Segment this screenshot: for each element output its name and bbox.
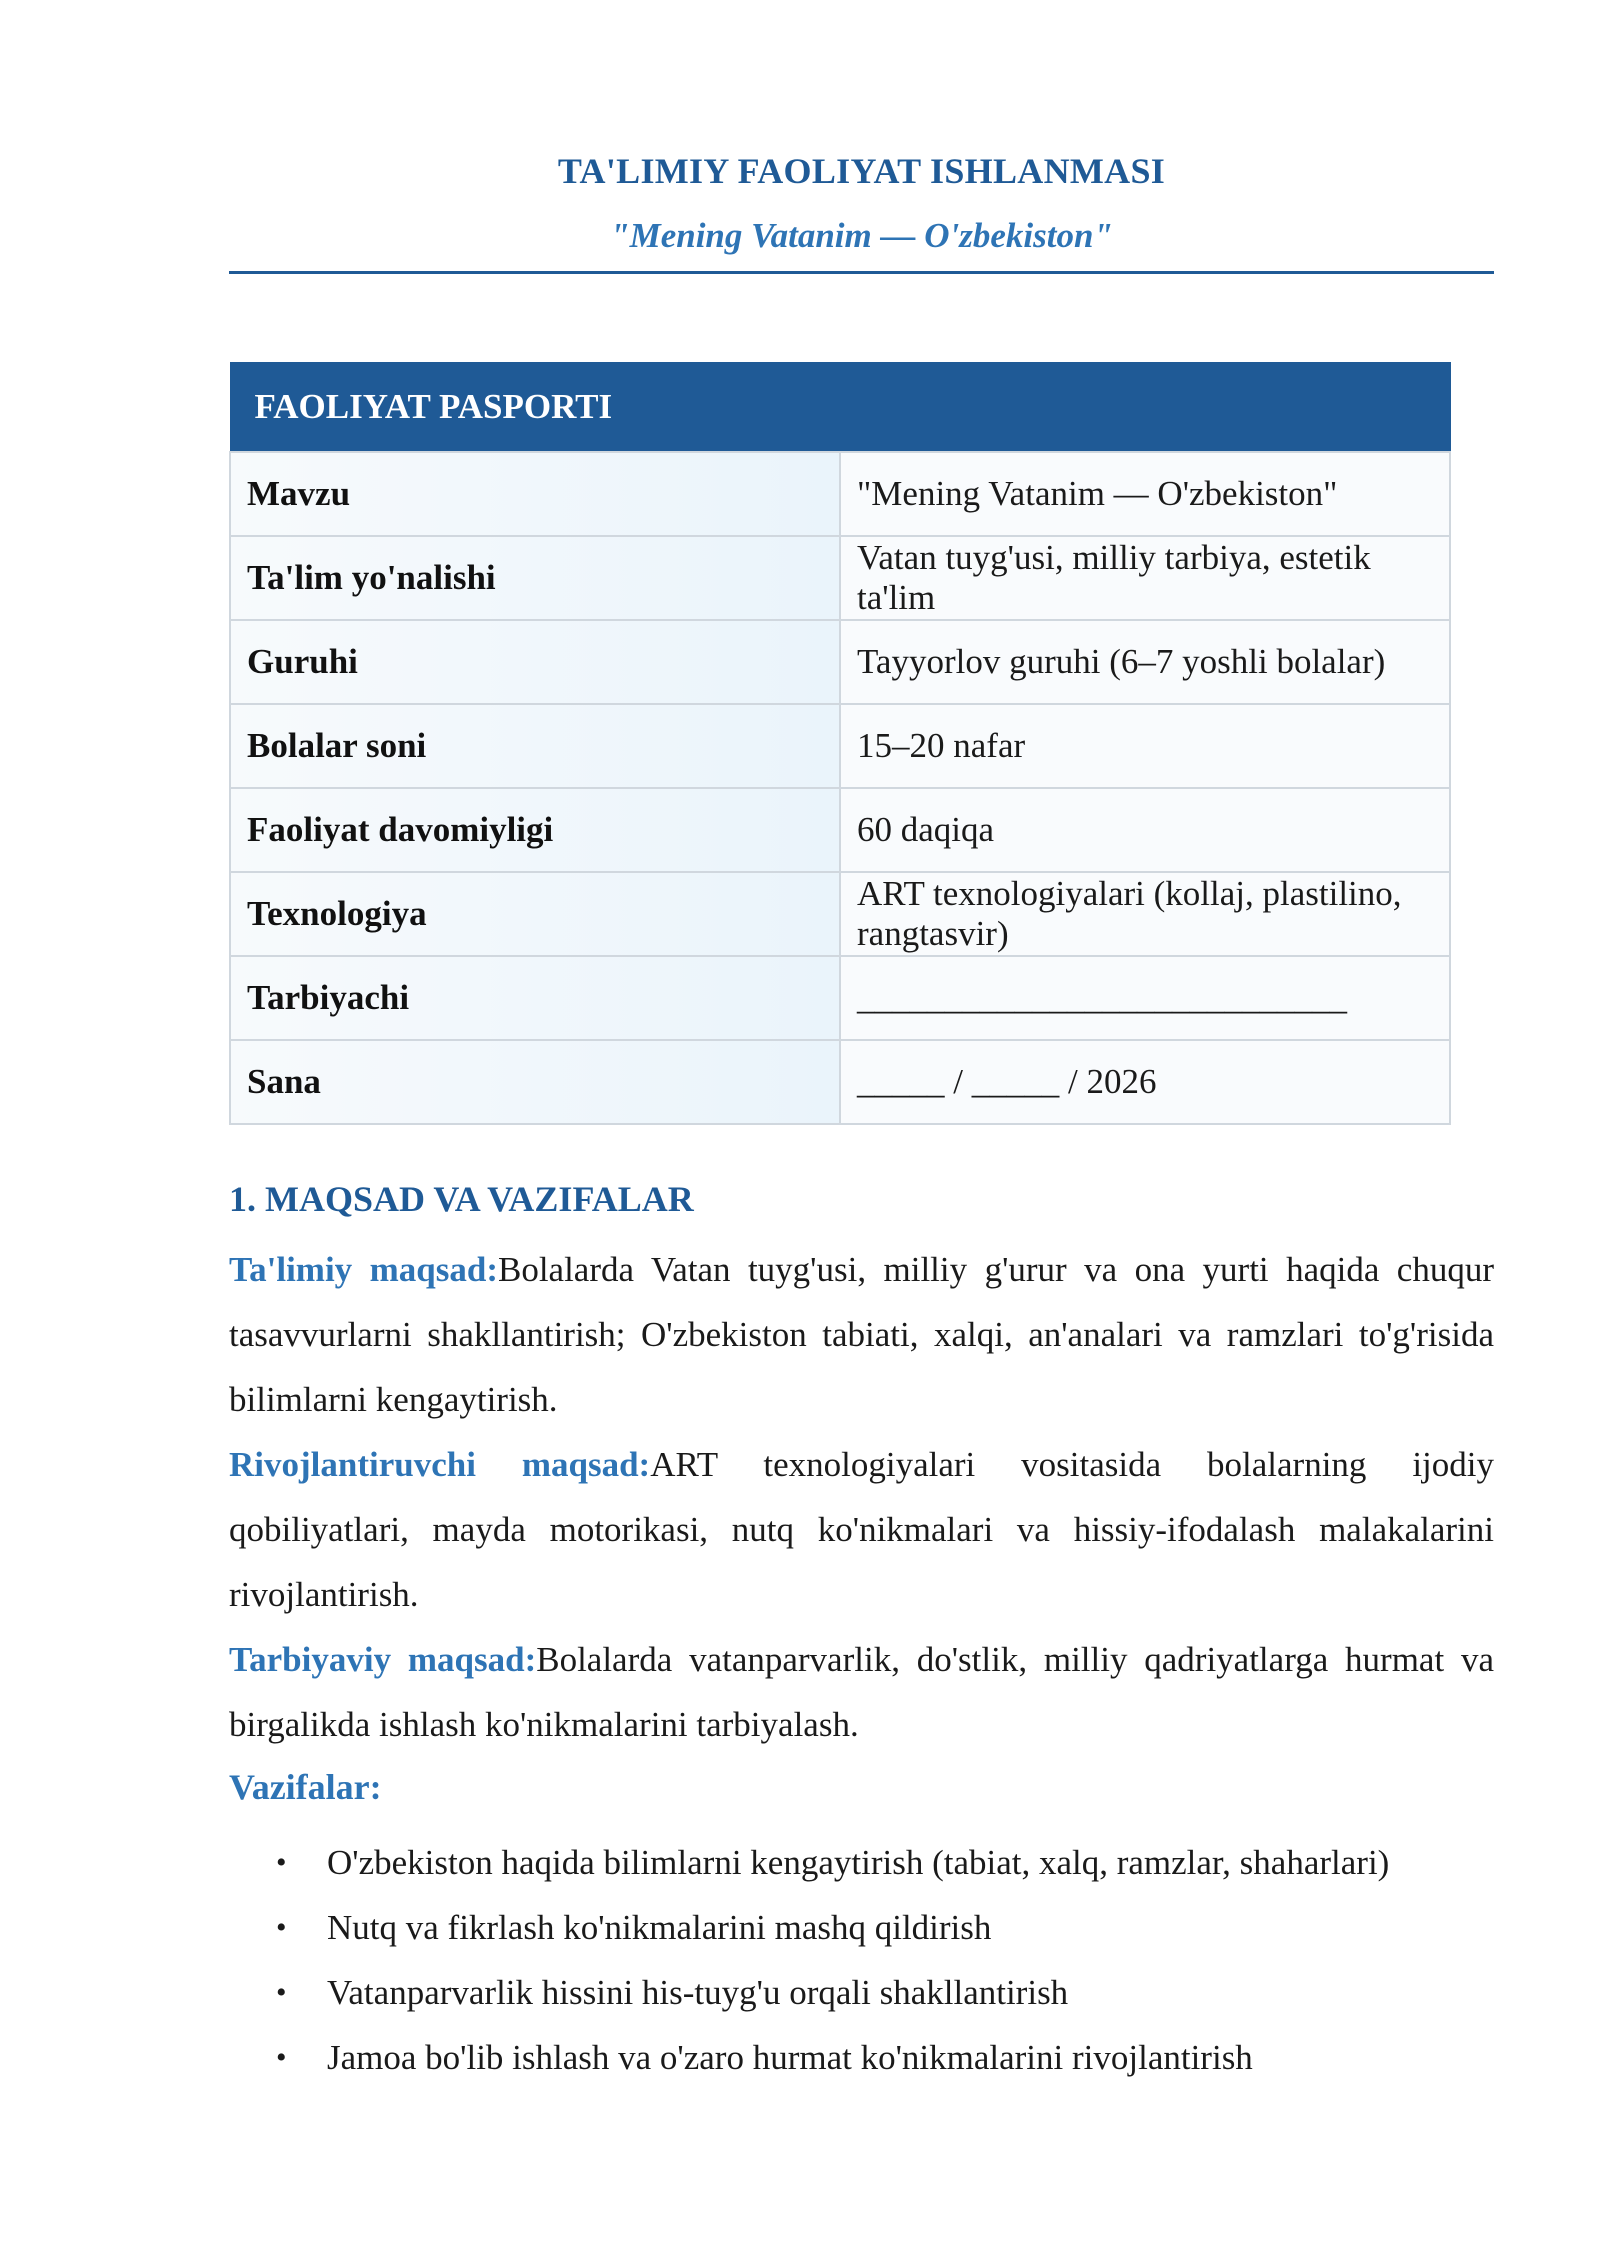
- list-item: [229, 1830, 1494, 1895]
- goal-tarbiyaviy: [229, 1627, 1494, 1757]
- table-row: [230, 956, 1450, 1040]
- task-text: Vatanparvarlik hissini his-tuyg'u orqali shakllantirish: [327, 1973, 1069, 2012]
- task-text: Nutq va fikrlash ko'nikmalarini mashq qildirish: [327, 1908, 992, 1947]
- document-title: TA'LIMIY FAOLIYAT ISHLANMASI: [557, 151, 1166, 191]
- row-label-mavzu: Mavzu: [230, 452, 840, 536]
- table-row: [230, 704, 1450, 788]
- row-label-bolalar-soni: Bolalar soni: [230, 704, 840, 788]
- row-label-tarbiyachi: Tarbiyachi: [230, 956, 840, 1040]
- passport-table: [229, 362, 1451, 1125]
- row-label-guruhi: Guruhi: [230, 620, 840, 704]
- goal-text-tarbiyaviy: Bolalarda vatanparvarlik, do'stlik, milliy qadriyatlarga hurmat va birgalikda ishlash ko'nikmalarini tarbiyalash.: [229, 1640, 1494, 1744]
- table-row: [230, 1040, 1450, 1124]
- row-value-davomiylik: 60 daqiqa: [840, 788, 1450, 872]
- row-value-texnologiya: ART texnologiyalari (kollaj, plastilino, rangtasvir): [840, 872, 1450, 956]
- document-subtitle: "Mening Vatanim — O'zbekiston": [610, 216, 1113, 255]
- goal-text-rivojlantiruvchi: ART texnologiyalari vositasida bolalarning ijodiy qobiliyatlari, mayda motorikasi, nutq ko'nikmalari va hissiy-ifodalash malakalarini rivojlantirish.: [229, 1445, 1495, 1614]
- row-label-talim-yonalishi: Ta'lim yo'nalishi: [230, 536, 840, 620]
- row-value-mavzu: "Mening Vatanim — O'zbekiston": [840, 452, 1450, 536]
- goal-lead-talimiy: Ta'limiy maqsad:: [229, 1250, 498, 1289]
- tasks-title: Vazifalar:: [229, 1767, 382, 1807]
- goal-talimiy: [229, 1237, 1494, 1432]
- goal-lead-tarbiyaviy: Tarbiyaviy maqsad:: [229, 1640, 537, 1679]
- row-value-talim-yonalishi: Vatan tuyg'usi, milliy tarbiya, estetik ta'lim: [840, 536, 1450, 620]
- passport-heading: FAOLIYAT PASPORTI: [230, 363, 1450, 453]
- row-label-davomiylik: Faoliyat davomiyligi: [230, 788, 840, 872]
- row-value-sana: _____ / _____ / 2026: [840, 1040, 1450, 1124]
- tasks-list: [229, 1830, 1494, 2090]
- bullet-icon: •: [276, 1846, 287, 1879]
- bullet-icon: •: [276, 1976, 287, 2009]
- passport-header-row: [230, 363, 1450, 453]
- row-label-texnologiya: Texnologiya: [230, 872, 840, 956]
- goal-text-talimiy: Bolalarda Vatan tuyg'usi, milliy g'urur va ona yurti haqida chuqur tasavvurlarni shakllantirish; O'zbekiston tabiati, xalqi, an'analari va ramzlari to'g'risida bilimlarni kengaytirish.: [229, 1250, 1494, 1419]
- bullet-icon: •: [276, 2041, 287, 2074]
- list-item: [229, 1960, 1494, 2025]
- row-value-tarbiyachi: ____________________________: [840, 956, 1450, 1040]
- table-row: [230, 788, 1450, 872]
- task-text: Jamoa bo'lib ishlash va o'zaro hurmat ko'nikmalarini rivojlantirish: [327, 2038, 1253, 2077]
- goal-rivojlantiruvchi: [229, 1432, 1494, 1627]
- row-value-bolalar-soni: 15–20 nafar: [840, 704, 1450, 788]
- task-text: O'zbekiston haqida bilimlarni kengaytirish (tabiat, xalq, ramzlar, shaharlari): [327, 1843, 1390, 1882]
- goal-lead-rivojlantiruvchi: Rivojlantiruvchi maqsad:: [229, 1445, 651, 1484]
- table-row: [230, 620, 1450, 704]
- table-row: [230, 536, 1450, 620]
- title-divider: [229, 271, 1494, 274]
- row-label-sana: Sana: [230, 1040, 840, 1124]
- row-value-guruhi: Tayyorlov guruhi (6–7 yoshli bolalar): [840, 620, 1450, 704]
- list-item: [229, 1895, 1494, 1960]
- section-title-maqsad: 1. MAQSAD VA VAZIFALAR: [229, 1179, 694, 1219]
- table-row: [230, 452, 1450, 536]
- list-item: [229, 2025, 1494, 2090]
- table-row: [230, 872, 1450, 956]
- bullet-icon: •: [276, 1911, 287, 1944]
